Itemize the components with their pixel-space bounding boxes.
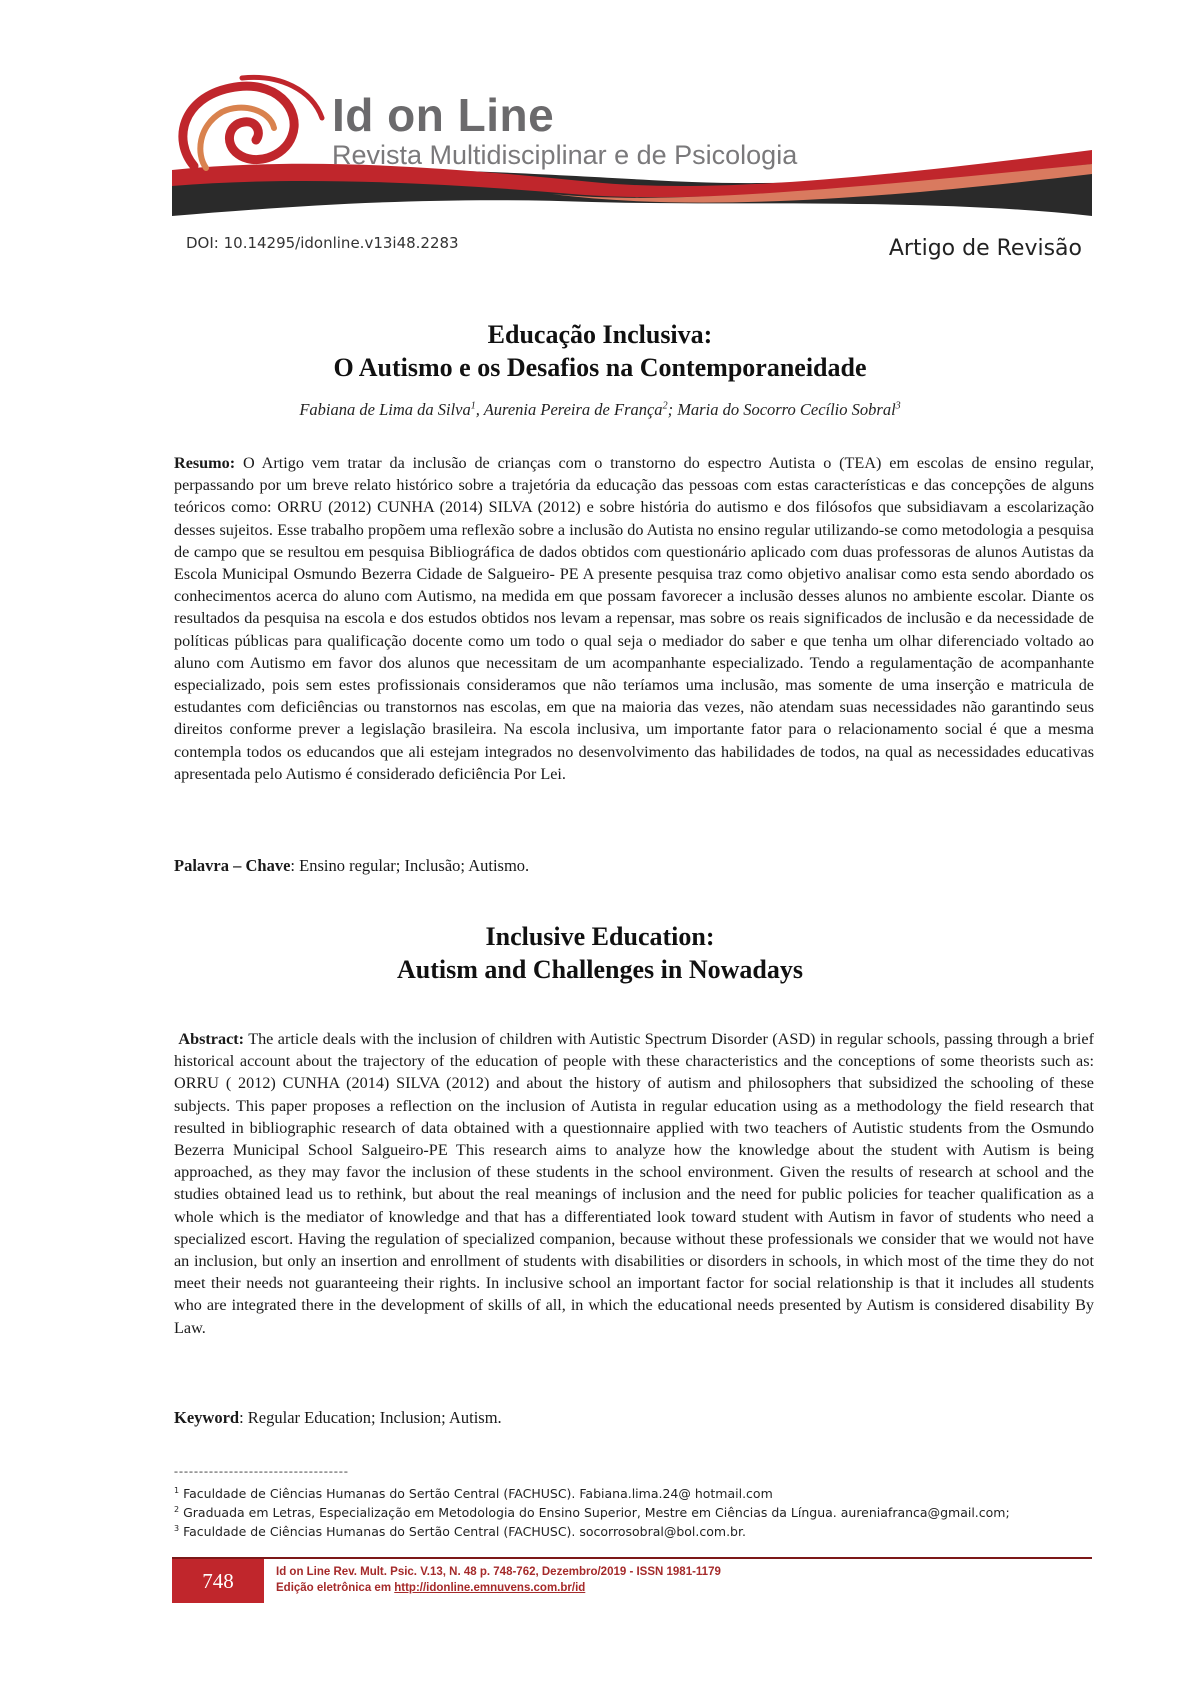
journal-name: Id on Line xyxy=(332,89,555,141)
title-en-line-2: Autism and Challenges in Nowadays xyxy=(397,955,803,984)
author-footnote-marker: 2 xyxy=(662,400,668,412)
title-pt xyxy=(150,318,1050,384)
abstract-pt-text: O Artigo vem tratar da inclusão de crianças com o transtorno do espectro Autista o (TEA) em escolas de ensino regular, perpassando por um breve relato histórico sobre a trajetória da educação das pessoas com estas características e das concepções de alguns teóricos como: ORRU (2012) CUNHA (2014) SILVA (2012) e sobre história do autismo e dos filósofos que subsidiavam a escolarização desses sujeitos. Esse trabalho propõem uma reflexão sobre a inclusão do Autista no ensino regular utilizando-se como metodologia a pesquisa de campo que se resultou em pesquisa Bibliográfica de dados obtidos com questionário aplicado com duas professoras de alunos Autistas da Escola Municipal Osmundo Bezerra Cidade de Salgueiro- PE A presente pesquisa traz como objetivo analisar como esta sendo abordado os conhecimentos acerca do aluno com Autismo, na medida em que possam favorecer a inclusão desses alunos no ambiente escolar. Diante os resultados da pesquisa na escola e dos estudos obtidos nos levam a repensar, mas sobre os reais significados de inclusão e da necessidade de políticas públicas para qualificação docente como um todo o qual seja o mediador do saber e que tenha um olhar diferenciado voltado ao aluno com Autismo em favor dos alunos que necessitam de um acompanhante especializado. Tendo a regulamentação de acompanhante especializado, pois sem estes profissionais consideramos que não teríamos uma inclusão, mas somente de uma inserção e matricula de estudantes com deficiências ou transtornos nas escolas, em que na maioria das vezes, não atendam suas necessidades não garantindo seus direitos conforme prever a legislação brasileira. Na escola inclusiva, um importante fator para o relacionamento social é que a mesma contempla todos os educandos que ali estejam integrados no desenvolvimento das habilidades de todos, na qual as necessidades educativas apresentada pelo Autismo é considerado deficiência Por Lei. xyxy=(174,454,1094,783)
author-list: Fabiana de Lima da Silva$^1$, Aurenia Pereira de França$^2$; Maria do Socorro Cecílio Sobral$^3$ xyxy=(299,400,901,419)
keywords-en-label: Keyword xyxy=(174,1408,240,1427)
footnote-text: Faculdade de Ciências Humanas do Sertão Central (FACHUSC). socorrosobral@bol.com.br. xyxy=(183,1524,746,1540)
footer-edition-prefix: Edição eletrônica em xyxy=(276,1582,392,1594)
author-name: Fabiana de Lima da Silva xyxy=(299,400,471,419)
footer-edition xyxy=(276,1582,585,1594)
footnote xyxy=(174,1524,1114,1539)
doi: DOI: 10.14295/idonline.v13i48.2283 xyxy=(186,234,459,252)
article-type: Artigo de Revisão xyxy=(888,236,1082,261)
title-en-line-1: Inclusive Education: xyxy=(485,922,715,951)
keywords-en-text: : Regular Education; Inclusion; Autism. xyxy=(239,1408,502,1427)
footnote xyxy=(174,1505,1114,1520)
keywords-pt-text: : Ensino regular; Inclusão; Autismo. xyxy=(290,856,530,875)
title-pt-line-2: O Autismo e os Desafios na Contemporaneidade xyxy=(333,353,867,382)
keywords-en xyxy=(174,1408,502,1428)
footer-edition-link[interactable]: http://idonline.emnuvens.com.br/id xyxy=(394,1582,586,1594)
journal-header xyxy=(172,70,1092,220)
footer-reference: Id on Line Rev. Mult. Psic. V.13, N. 48 p. 748-762, Dezembro/2019 - ISSN 1981-1179 xyxy=(276,1566,721,1578)
page-number: 748 xyxy=(172,1559,264,1603)
footnote-separator: ----------------------------------- xyxy=(174,1464,349,1478)
keywords-pt xyxy=(174,856,529,876)
abstract-pt xyxy=(174,452,1094,785)
footnote xyxy=(174,1486,1114,1501)
author-name: Maria do Socorro Cecílio Sobral xyxy=(677,400,896,419)
footnote-text: Faculdade de Ciências Humanas do Sertão Central (FACHUSC). Fabiana.lima.24@ hotmail.com xyxy=(183,1486,773,1502)
abstract-pt-label: Resumo: xyxy=(174,454,236,472)
abstract-en-label: Abstract: xyxy=(178,1030,245,1048)
author-footnote-marker: 1 xyxy=(470,400,476,412)
abstract-en-text: The article deals with the inclusion of children with Autistic Spectrum Disorder (ASD) in regular schools, passing through a brief historical account about the trajectory of the education of people with these characteristics and the conceptions of some theorists such as: ORRU ( 2012) CUNHA (2014) SILVA (2012) and about the history of autism and philosophers that subsidized the schooling of these subjects. This paper proposes a reflection on the inclusion of Autista in regular education using as a methodology the field research that resulted in bibliographic research of data obtained with a questionnaire applied with two teachers of Autistic students from the Osmundo Bezerra Municipal School Salgueiro-PE This research aims to analyze how the knowledge about the student with Autism is being approached, as they may favor the inclusion of these students in the school environment. Given the results of research at school and the studies obtained lead us to rethink, but about the real meanings of inclusion and the need for public policies for teacher qualification as a whole which is the mediator of knowledge and that has a differentiated look toward student with Autism in favor of students who need a specialized escort. Having the regulation of specialized companion, because without these professionals we consider that we would not have an inclusion, but only an insertion and enrollment of students with disabilities or disorders in schools, in which most of the time they do not meet their needs not guaranteeing their rights. In inclusive school an important factor for social relationship is that it includes all students who are integrated there in the development of skills of all, in which the educational needs presented by Autism is considered disability By Law. xyxy=(174,1030,1094,1337)
journal-subtitle: Revista Multidisciplinar e de Psicologia xyxy=(332,140,798,170)
footer-divider xyxy=(172,1557,1092,1559)
author-footnote-marker: 3 xyxy=(895,400,901,412)
abstract-en xyxy=(174,1028,1094,1339)
title-en xyxy=(150,920,1050,986)
footnote-text: Graduada em Letras, Especialização em Metodologia do Ensino Superior, Mestre em Ciências da Língua. aureniafranca@gmail.com; xyxy=(183,1505,1010,1521)
author-name: Aurenia Pereira de França xyxy=(483,400,663,419)
title-pt-line-1: Educação Inclusiva: xyxy=(487,320,713,349)
footnote-marker: 3 xyxy=(174,1524,180,1533)
footnote-marker: 1 xyxy=(174,1486,180,1495)
keywords-pt-label: Palavra – Chave xyxy=(174,856,291,875)
footnote-marker: 2 xyxy=(174,1505,180,1514)
